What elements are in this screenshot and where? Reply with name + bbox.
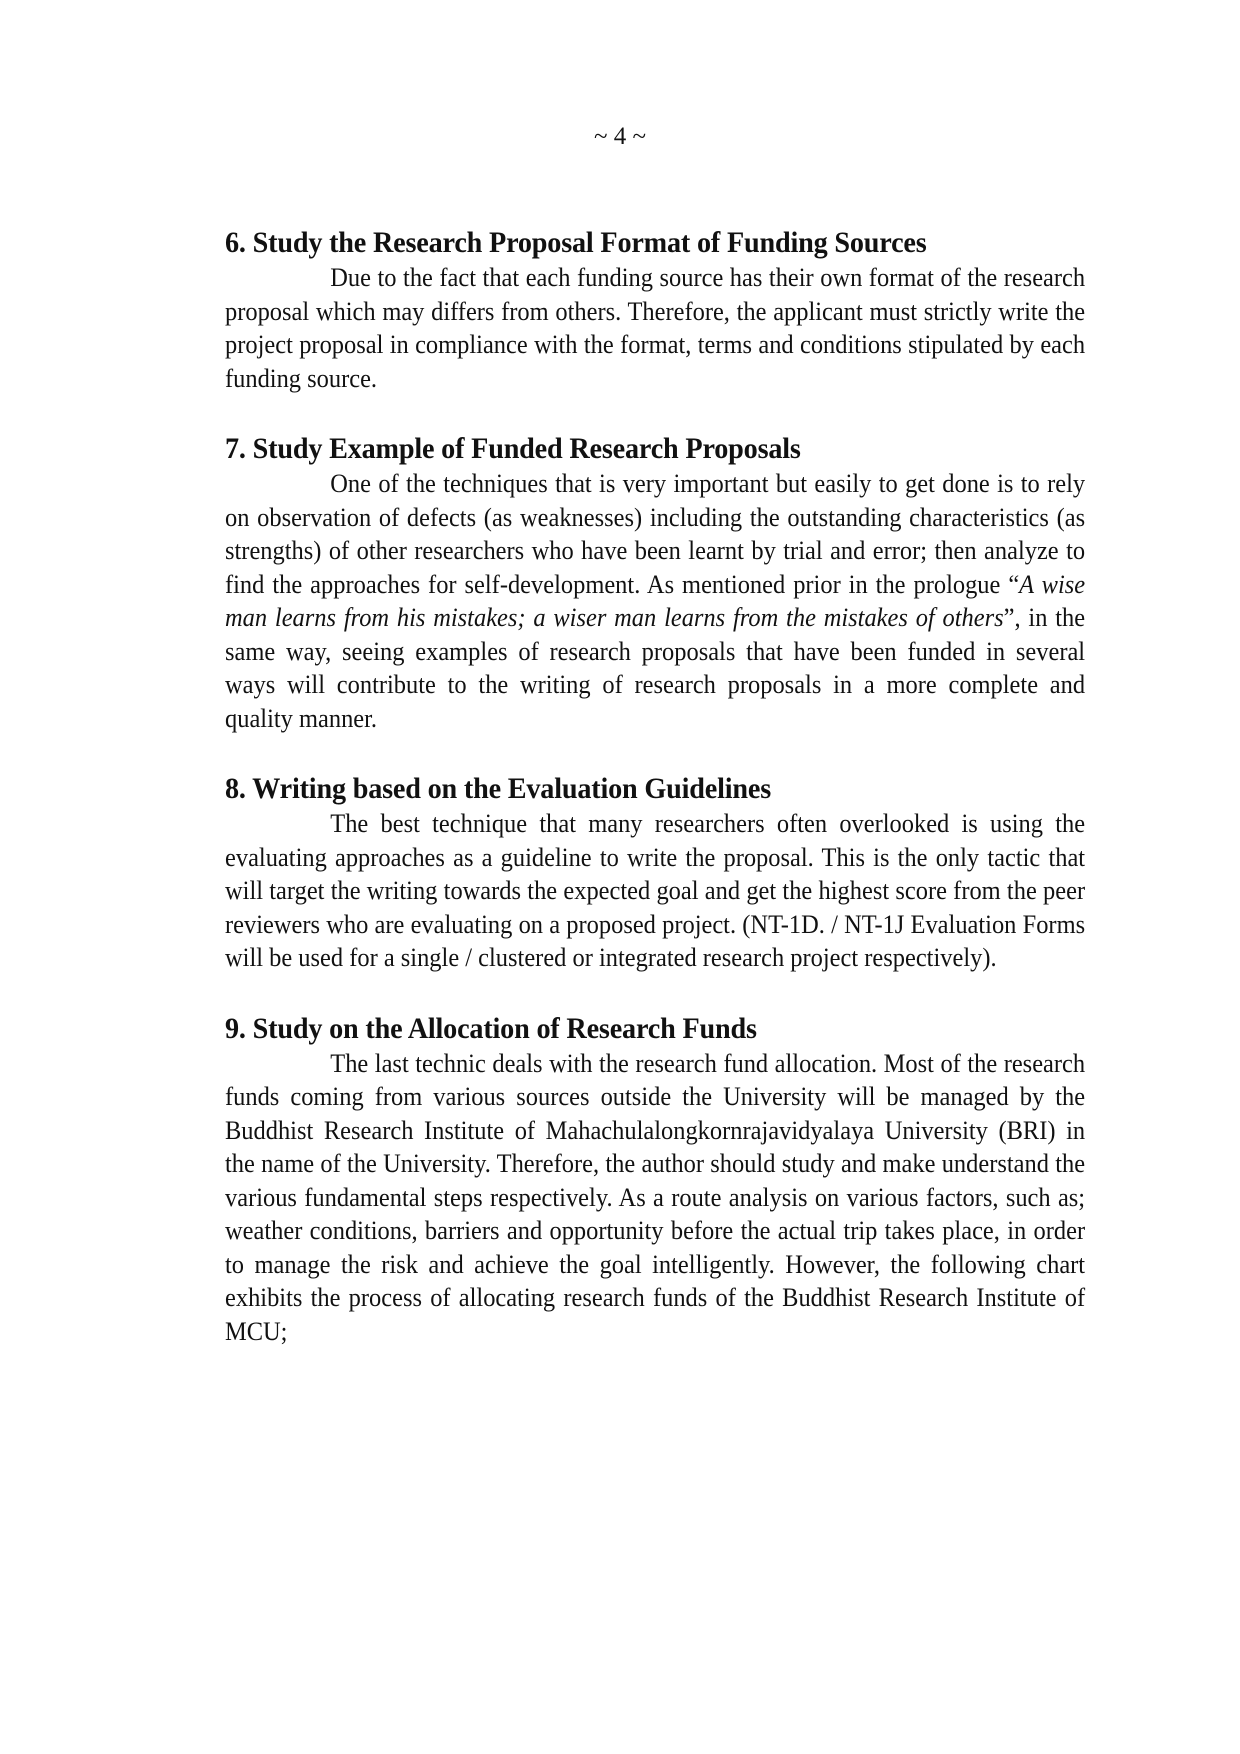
section-7: [225, 431, 1085, 735]
section-heading: 7. Study Example of Funded Research Proposals: [225, 432, 801, 465]
section-heading: 8. Writing based on the Evaluation Guidelines: [225, 772, 772, 805]
section-heading: 9. Study on the Allocation of Research Funds: [225, 1011, 757, 1045]
section-body: The last technic deals with the research fund allocation. Most of the research funds coming from various sources outside the University will be managed by the Buddhist Research Institute of Mahachulalongkornrajavidyalaya University (BRI) in the name of the University. Therefore, the author should study and make understand the various fundamental steps respectively. As a route analysis on various factors, such as; weather conditions, barriers and opportunity before the actual trip takes place, in order to manage the risk and achieve the goal intelligently. However, the following chart exhibits the process of allocating research funds of the Buddhist Research Institute of MCU;: [225, 1048, 1086, 1346]
page-number: ~ 4 ~: [593, 123, 647, 150]
section-8: [225, 771, 1085, 975]
page-content: [225, 225, 1085, 1387]
section-body: The best technique that many researchers often overlooked is using the evaluating approaches as a guideline to write the proposal. This is the only tactic that will target the writing towards the expected goal and get the highest score from the peer reviewers who are evaluating on a proposed project. (NT-1D. / NT-1J Evaluation Forms will be used for a single / clustered or integrated research project respectively).: [225, 809, 1086, 972]
body-text: One of the techniques that is very important but easily to get done is to rely on observation of defects (as weaknesses) including the outstanding characteristics (as strengths) of other researchers who have been learnt by trial and error; then analyze to find the approaches for self-development. As mentioned prior in the prologue “: [225, 469, 1086, 599]
section-9: [225, 1011, 1085, 1349]
section-body: [225, 467, 1085, 735]
section-body: Due to the fact that each funding source has their own format of the research proposal which may differs from others. Therefore, the applicant must strictly write the project proposal in compliance with the format, terms and conditions stipulated by each funding source.: [225, 263, 1086, 393]
section-heading: 6. Study the Research Proposal Format of Funding Sources: [225, 226, 927, 259]
body-text: ”, in the same way, seeing examples of research proposals that have been funded in several ways will contribute to the writing of research proposals in a more complete and quality manner.: [225, 603, 1086, 733]
quote-text: A wise man learns from his mistakes; a wiser man learns from the mistakes of others: [225, 569, 1086, 632]
section-6: [225, 225, 1085, 395]
